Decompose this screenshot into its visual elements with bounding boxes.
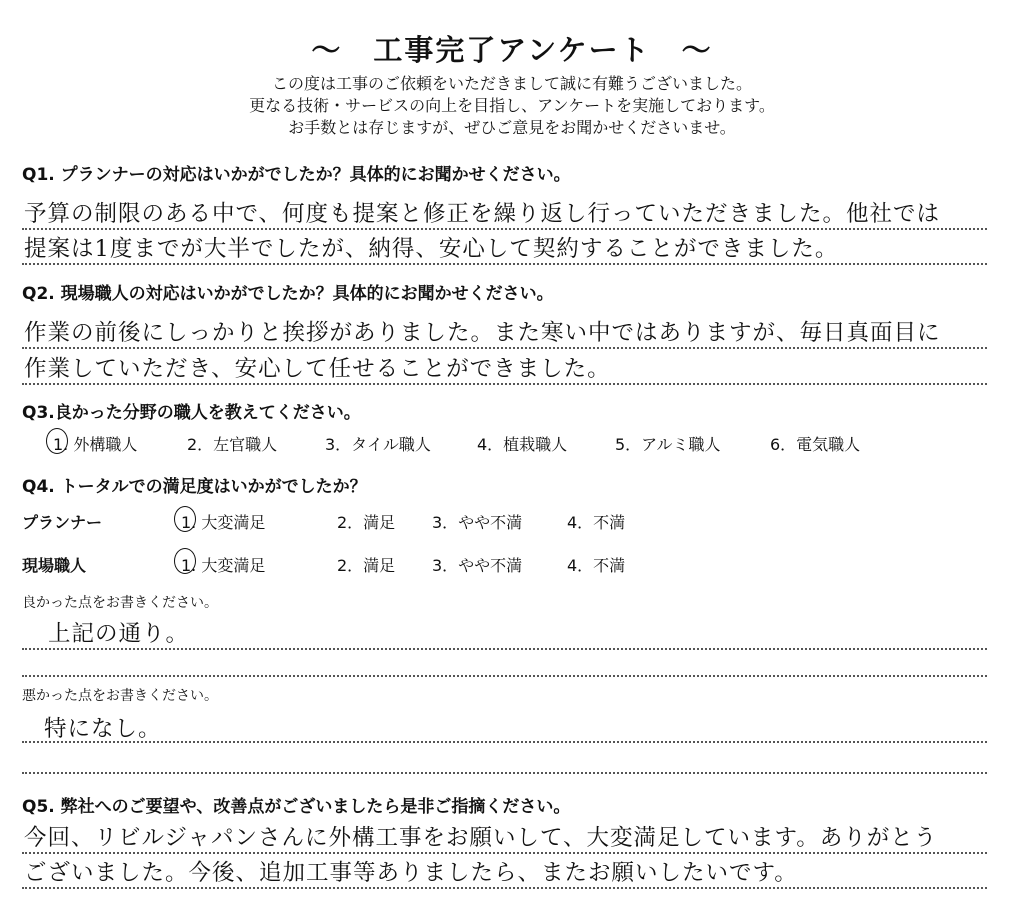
intro-line: この度は工事のご依頼をいただきまして誠に有難うございました。 — [271, 74, 752, 93]
good-points-prompt: 良かった点をお書きください。 — [22, 595, 218, 611]
q1-question: Q1. プランナーの対応はいかがでしたか？具体的にお聞かせください。 — [22, 165, 571, 185]
q5-answer-line: ございました。今後、追加工事等ありましたら、またお願いしたいです。 — [24, 860, 798, 886]
answer-divider — [22, 675, 987, 677]
satisfaction-option: 4．不満 — [567, 513, 626, 532]
q3-question: Q3.良かった分野の職人を教えてください。 — [22, 403, 361, 423]
satisfaction-option: 2．満足 — [337, 513, 396, 532]
satisfaction-option: 2．満足 — [337, 556, 396, 575]
intro-line: 更なる技術・サービスの向上を目指し、アンケートを実施しております。 — [249, 96, 775, 115]
q5-answer-line: 今回、リビルジャパンさんに外構工事をお願いして、大変満足しています。ありがとう — [24, 825, 938, 851]
craftsman-label: 現場職人 — [22, 556, 87, 575]
satisfaction-option: 3．やや不満 — [432, 513, 523, 532]
q5-question: Q5. 弊社へのご要望や、改善点がございましたら是非ご指摘ください。 — [22, 797, 571, 817]
intro-text — [0, 73, 1024, 139]
satisfaction-option: 1. 大変満足 — [181, 556, 266, 575]
survey-title: ～ 工事完了アンケート ～ — [311, 33, 713, 67]
q3-option: 1. 外構職人 — [53, 435, 138, 454]
answer-divider — [22, 741, 987, 743]
satisfaction-option: 1. 大変満足 — [181, 513, 266, 532]
intro-line: お手数とは存じますが、ぜひご意見をお聞かせくださいませ。 — [288, 118, 736, 137]
planner-label: プランナー — [22, 513, 103, 532]
bad-points-answer: 特になし。 — [44, 716, 162, 742]
bad-points-prompt: 悪かった点をお書きください。 — [22, 688, 218, 704]
answer-divider — [22, 772, 987, 774]
q4-question: Q4. トータルでの満足度はいかがでしたか？ — [22, 477, 367, 497]
answer-divider — [22, 648, 987, 650]
satisfaction-option: 4．不満 — [567, 556, 626, 575]
good-points-answer: 上記の通り。 — [48, 621, 190, 647]
q2-answer-line: 作業していただき、安心して任せることができました。 — [24, 356, 611, 382]
q3-option: 2．左官職人 — [187, 435, 278, 454]
q1-answer-line: 予算の制限のある中で、何度も提案と修正を繰り返し行っていただきました。他社では — [24, 201, 941, 227]
answer-divider — [22, 228, 987, 230]
q2-question: Q2. 現場職人の対応はいかがでしたか？具体的にお聞かせください。 — [22, 284, 554, 304]
q3-option: 5．アルミ職人 — [615, 435, 721, 454]
q1-answer-line: 提案は1度までが大半でしたが、納得、安心して契約することができました。 — [24, 236, 839, 262]
answer-divider — [22, 263, 987, 265]
answer-divider — [22, 887, 987, 889]
answer-divider — [22, 383, 987, 385]
answer-divider — [22, 347, 987, 349]
q3-option: 4．植栽職人 — [477, 435, 568, 454]
q2-answer-line: 作業の前後にしっかりと挨拶がありました。また寒い中ではありますが、毎日真面目に — [24, 320, 941, 346]
satisfaction-option: 3．やや不満 — [432, 556, 523, 575]
q3-option: 6．電気職人 — [770, 435, 861, 454]
q3-option: 3．タイル職人 — [325, 435, 431, 454]
answer-divider — [22, 852, 987, 854]
